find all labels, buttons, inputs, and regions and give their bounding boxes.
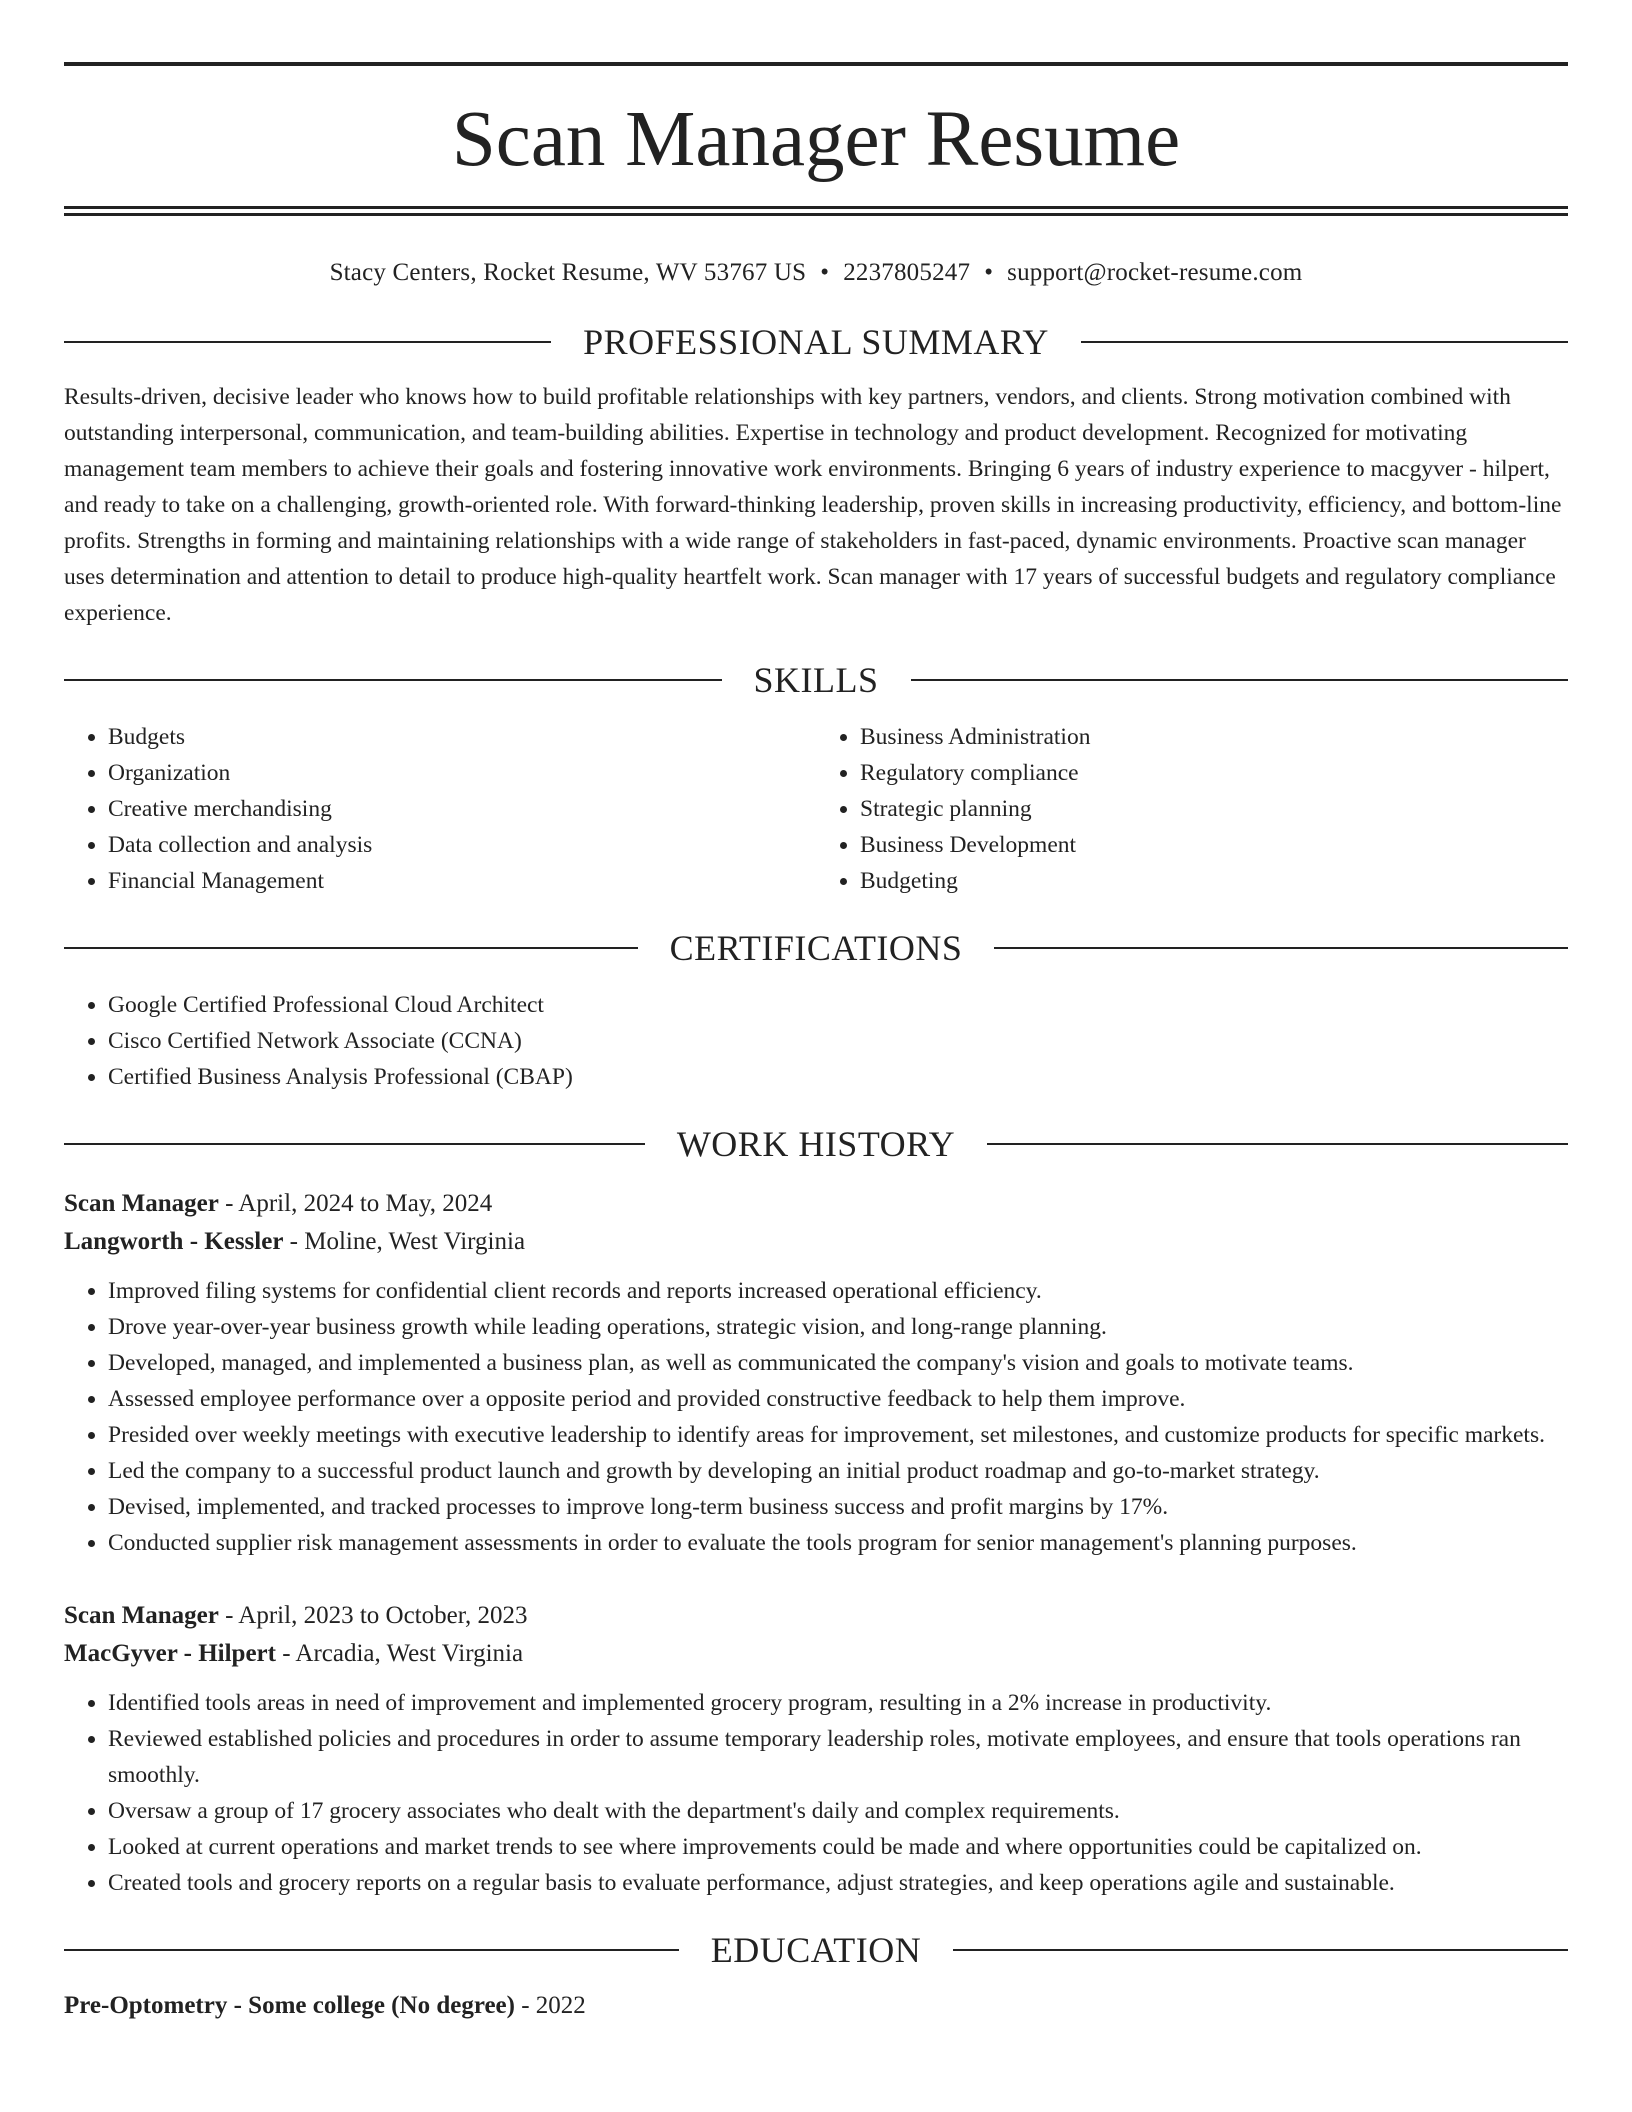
job-dates: - April, 2024 to May, 2024 <box>218 1190 493 1217</box>
resume-title: Scan Manager Resume <box>451 96 1181 183</box>
skills-grid <box>64 719 1568 899</box>
job-entry <box>64 1597 1568 1901</box>
job-company-line <box>64 1635 1568 1673</box>
heading-rule <box>953 1949 1568 1951</box>
education-degree: Pre-Optometry - Some college (No degree) <box>64 1992 515 2019</box>
duty-item: • Presided over weekly meetings with executive leadership to identify areas for improvement, set milestones, and customize products for specific markets. <box>108 1417 1568 1453</box>
skills-heading <box>64 655 1568 705</box>
duty-item: • Developed, managed, and implemented a business plan, as well as communicated the company's vision and goals to motivate teams. <box>108 1345 1568 1381</box>
duty-item: • Oversaw a group of 17 grocery associates who dealt with the department's daily and complex requirements. <box>108 1793 1568 1829</box>
education-year: - 2022 <box>514 1992 586 2019</box>
heading-rule <box>64 1949 679 1951</box>
duty-item: • Conducted supplier risk management assessments in order to evaluate the tools program for senior management's planning purposes. <box>108 1525 1568 1561</box>
top-rule <box>64 62 1568 66</box>
education-heading-label: EDUCATION <box>710 1930 922 1970</box>
heading-rule <box>994 947 1568 949</box>
duty-item: • Improved filing systems for confidential client records and reports increased operational efficiency. <box>108 1273 1568 1309</box>
duty-item: • Looked at current operations and market trends to see where improvements could be made and where opportunities could be capitalized on. <box>108 1829 1568 1865</box>
contact-line <box>64 253 1568 293</box>
heading-rule <box>64 1143 645 1145</box>
summary-heading-label: PROFESSIONAL SUMMARY <box>583 322 1049 362</box>
contact-email: support@rocket-resume.com <box>1007 259 1303 286</box>
skill-item: • Business Administration <box>860 719 1568 755</box>
contact-address: Stacy Centers, Rocket Resume, WV 53767 US <box>329 259 807 286</box>
skills-left-list <box>64 719 816 899</box>
job-location: - Moline, West Virginia <box>283 1228 526 1255</box>
duty-item: • Assessed employee performance over a opposite period and provided constructive feedback to help them improve. <box>108 1381 1568 1417</box>
heading-rule <box>987 1143 1568 1145</box>
duty-item: • Created tools and grocery reports on a regular basis to evaluate performance, adjust strategies, and keep operations agile and sustainable. <box>108 1865 1568 1901</box>
job-company: MacGyver - Hilpert <box>64 1640 276 1667</box>
heading-rule <box>64 679 722 681</box>
heading-rule <box>64 341 551 343</box>
skill-item: • Regulatory compliance <box>860 755 1568 791</box>
contact-separator: • <box>820 259 830 286</box>
job-duties-list <box>64 1273 1568 1561</box>
certifications-heading-label: CERTIFICATIONS <box>669 928 963 968</box>
education-heading <box>64 1925 1568 1975</box>
job-dates: - April, 2023 to October, 2023 <box>218 1602 528 1629</box>
certifications-list <box>64 987 1568 1095</box>
skill-item: • Creative merchandising <box>108 791 816 827</box>
certifications-heading <box>64 923 1568 973</box>
duty-item: • Drove year-over-year business growth while leading operations, strategic vision, and long-range planning. <box>108 1309 1568 1345</box>
skill-item: • Budgets <box>108 719 816 755</box>
job-location: - Arcadia, West Virginia <box>275 1640 524 1667</box>
heading-rule <box>1081 341 1568 343</box>
skill-item: • Budgeting <box>860 863 1568 899</box>
heading-rule <box>64 947 638 949</box>
certification-item: • Cisco Certified Network Associate (CCNA) <box>108 1023 1568 1059</box>
skill-item: • Business Development <box>860 827 1568 863</box>
contact-phone: 2237805247 <box>843 259 971 286</box>
job-entry <box>64 1185 1568 1561</box>
resume-page <box>64 0 1568 2025</box>
contact-separator: • <box>984 259 994 286</box>
certification-item: • Certified Business Analysis Professional (CBAP) <box>108 1059 1568 1095</box>
job-title: Scan Manager <box>64 1190 219 1217</box>
duty-item: • Identified tools areas in need of improvement and implemented grocery program, resulting in a 2% increase in productivity. <box>108 1685 1568 1721</box>
skills-right-list <box>816 719 1568 899</box>
duty-item: • Devised, implemented, and tracked processes to improve long-term business success and profit margins by 17%. <box>108 1489 1568 1525</box>
work-history-heading-label: WORK HISTORY <box>676 1124 956 1164</box>
skill-item: • Strategic planning <box>860 791 1568 827</box>
work-history-heading <box>64 1119 1568 1169</box>
duty-item: • Reviewed established policies and procedures in order to assume temporary leadership roles, motivate employees, and ensure that tools operations ran smoothly. <box>108 1721 1568 1793</box>
job-company-line <box>64 1223 1568 1261</box>
summary-text: Results-driven, decisive leader who knows how to build profitable relationships with key partners, vendors, and clients. Strong motivation combined with outstanding interpersonal, communication, and team-building abilities. Expertise in technology and product development. Recognized for motivating management team members to achieve their goals and fostering innovative work environments. Bringing 6 years of industry experience to macgyver - hilpert, and ready to take on a challenging, growth-oriented role. With forward-thinking leadership, proven skills in increasing productivity, efficiency, and bottom-line profits. Strengths in forming and maintaining relationships with a wide range of stakeholders in fast-paced, dynamic environments. Proactive scan manager uses determination and attention to detail to produce high-quality heartfelt work. Scan manager with 17 years of successful budgets and regulatory compliance experience. <box>64 384 1562 626</box>
job-company: Langworth - Kessler <box>64 1228 284 1255</box>
job-title-line <box>64 1185 1568 1223</box>
skills-heading-label: SKILLS <box>753 660 879 700</box>
job-title: Scan Manager <box>64 1602 219 1629</box>
certification-item: • Google Certified Professional Cloud Architect <box>108 987 1568 1023</box>
duty-item: • Led the company to a successful product launch and growth by developing an initial product roadmap and go-to-market strategy. <box>108 1453 1568 1489</box>
education-entry <box>64 1987 1568 2025</box>
skill-item: • Data collection and analysis <box>108 827 816 863</box>
heading-rule <box>911 679 1569 681</box>
skill-item: • Organization <box>108 755 816 791</box>
title-double-rule <box>64 206 1568 216</box>
job-title-line <box>64 1597 1568 1635</box>
skill-item: • Financial Management <box>108 863 816 899</box>
summary-heading <box>64 317 1568 367</box>
job-duties-list <box>64 1685 1568 1901</box>
